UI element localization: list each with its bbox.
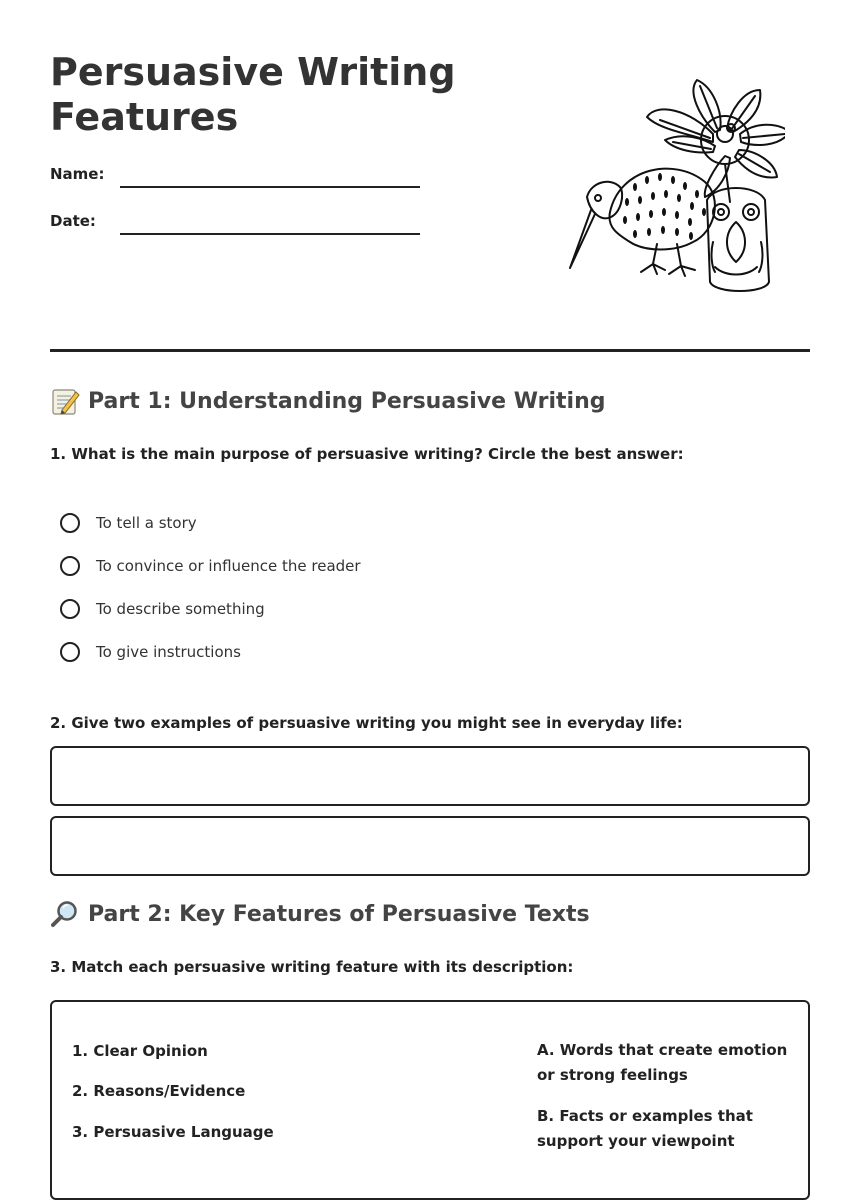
name-field[interactable] <box>120 186 420 188</box>
option-label: To tell a story <box>96 514 197 532</box>
feature-item-3[interactable]: 3. Persuasive Language <box>72 1123 274 1141</box>
title-line-2: Features <box>50 95 239 139</box>
part2-heading <box>50 899 590 929</box>
part2-heading-text: Part 2: Key Features of Persuasive Texts <box>88 901 590 927</box>
answer-box-2[interactable] <box>50 816 810 876</box>
description-item-a[interactable]: A. Words that create emotion or strong feelings <box>537 1041 788 1084</box>
kiwi-head <box>587 182 622 219</box>
radio-circle[interactable] <box>60 513 80 533</box>
part1-heading <box>50 386 605 416</box>
option-2[interactable] <box>60 553 361 579</box>
worksheet-page <box>50 0 810 1161</box>
part1-heading-text: Part 1: Understanding Persuasive Writing <box>88 388 606 414</box>
memo-icon <box>50 386 80 416</box>
title-line-1: Persuasive Writing <box>50 50 456 94</box>
feature-item-2[interactable]: 2. Reasons/Evidence <box>72 1082 246 1100</box>
matching-box <box>50 1000 810 1200</box>
page-title <box>50 50 490 140</box>
radio-circle[interactable] <box>60 599 80 619</box>
question-2: 2. Give two examples of persuasive writing you might see in everyday life: <box>50 714 683 732</box>
magnifying-glass-icon <box>50 899 80 929</box>
question-1: 1. What is the main purpose of persuasive writing? Circle the best answer: <box>50 445 684 463</box>
feature-item-1[interactable]: 1. Clear Opinion <box>72 1042 208 1060</box>
date-field[interactable] <box>120 233 420 235</box>
date-label: Date: <box>50 212 96 230</box>
option-4[interactable] <box>60 639 241 665</box>
radio-circle[interactable] <box>60 642 80 662</box>
question-3: 3. Match each persuasive writing feature with its description: <box>50 958 574 976</box>
tiki-carving <box>707 188 769 291</box>
kiwi-bird-illustration <box>565 72 785 302</box>
header-divider <box>50 349 810 352</box>
name-label: Name: <box>50 165 105 183</box>
kiwi-body <box>609 169 714 250</box>
option-3[interactable] <box>60 596 265 622</box>
kiwi-beak <box>570 210 595 268</box>
answer-box-1[interactable] <box>50 746 810 806</box>
option-1[interactable] <box>60 510 197 536</box>
option-label: To give instructions <box>96 643 241 661</box>
description-item-b[interactable]: B. Facts or examples that support your viewpoint <box>537 1107 753 1150</box>
option-label: To describe something <box>96 600 265 618</box>
option-label: To convince or influence the reader <box>96 557 361 575</box>
radio-circle[interactable] <box>60 556 80 576</box>
